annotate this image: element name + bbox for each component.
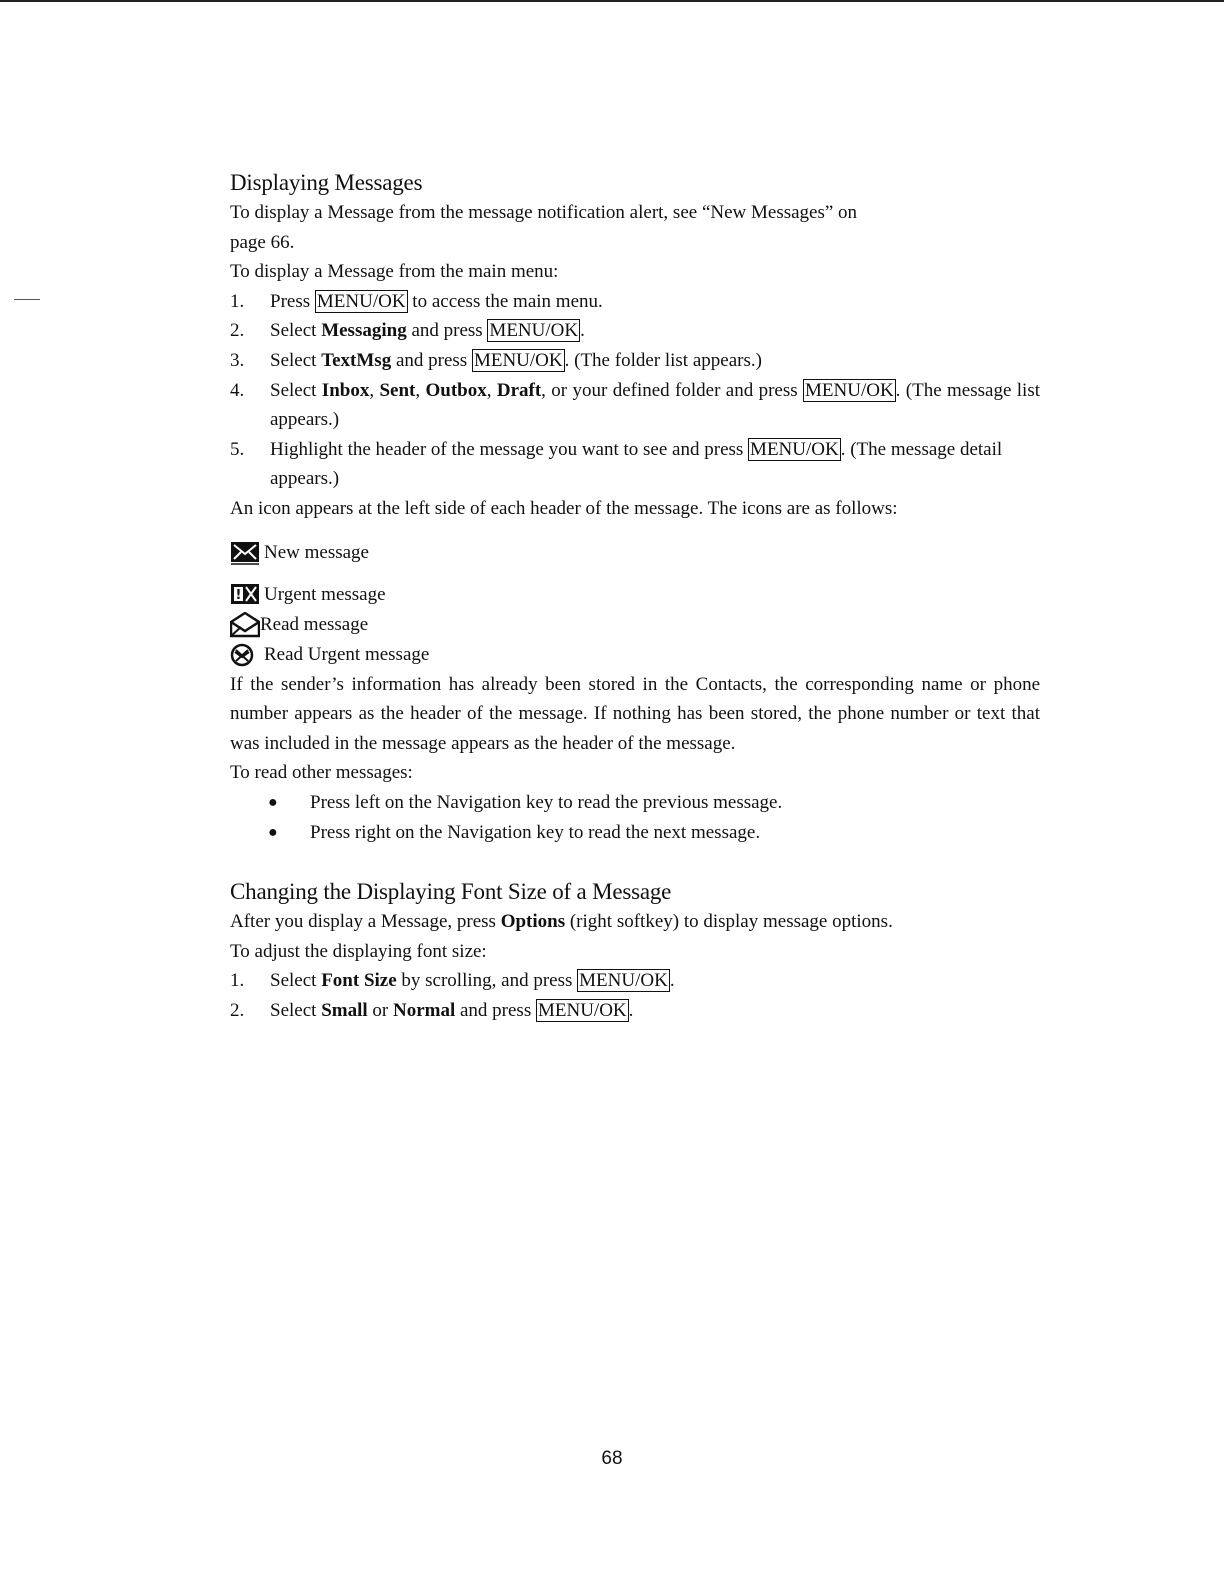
- bullet-icon: ●: [268, 823, 278, 841]
- menu-ok-key: MENU/OK: [805, 379, 894, 401]
- icons-intro: An icon appears at the left side of each header of the message. The icons are as follows:: [230, 497, 898, 519]
- step-2: 2. Select Messaging and press MENU/OK .: [230, 320, 585, 342]
- menu-ok-key: MENU/OK: [579, 970, 668, 992]
- menu-ok-key: MENU/OK: [537, 999, 627, 1021]
- step-4: 4. Select Inbox, Sent, Outbox, Draft, or your defined folder and press MENU/OK . (The message list appears.): [230, 379, 1040, 431]
- bullet-item: ● Press left on the Navigation key to read the previous message.: [230, 788, 1040, 818]
- section-title-font-size: Changing the Displaying Font Size of a Message: [230, 879, 672, 905]
- step-3: 3. Select TextMsg and press MENU/OK . (The folder list appears.): [230, 349, 762, 371]
- icon-row-read: [230, 610, 1040, 640]
- menu-ok-key: MENU/OK: [750, 438, 839, 460]
- intro-paragraph-1: To display a Message from the message notification alert, see “New Messages” on page 66.: [230, 202, 858, 253]
- page-content: [230, 168, 1040, 1025]
- icon-row-new: [230, 538, 1040, 568]
- font-step-1: 1. Select Font Size by scrolling, and press MENU/OK .: [230, 970, 675, 992]
- icon-label: New message: [264, 541, 369, 563]
- read-urgent-message-icon: [230, 642, 260, 668]
- menu-ok-key: MENU/OK: [473, 349, 563, 371]
- sender-info-paragraph: If the sender’s information has already been stored in the Contacts, the corresponding name or phone number appears as the header of the message. If nothing has been stored, the phone number or text that was included in the message appears as the header of the message.: [230, 673, 1040, 754]
- bullet-icon: ●: [268, 793, 278, 811]
- font-step-2: 2. Select Small or Normal and press MENU/OK .: [230, 999, 634, 1021]
- new-message-icon: [230, 540, 260, 566]
- margin-mark: [14, 299, 40, 300]
- top-border-line: [0, 0, 1224, 2]
- menu-ok-key: MENU/OK: [489, 320, 579, 342]
- step-5: 5. Highlight the header of the message you want to see and press MENU/OK . (The message detail appears.): [230, 438, 1003, 490]
- adjust-intro: To adjust the displaying font size:: [230, 940, 487, 962]
- icon-label: Read Urgent message: [264, 643, 430, 665]
- section-title-displaying-messages: Displaying Messages: [230, 170, 423, 195]
- icon-label: Read message: [260, 613, 369, 635]
- step-1: 1. Press MENU/OK to access the main menu.: [230, 290, 603, 312]
- bullet-item: ● Press right on the Navigation key to read the next message.: [230, 818, 1040, 848]
- icon-row-read-urgent: [230, 640, 1040, 670]
- intro-paragraph-2: To display a Message from the main menu:: [230, 261, 559, 283]
- page-number: 68: [601, 1448, 623, 1469]
- icon-label: Urgent message: [264, 583, 386, 605]
- svg-text:!: !: [235, 587, 242, 603]
- urgent-message-icon: [230, 582, 260, 608]
- menu-ok-key: MENU/OK: [316, 290, 406, 312]
- icon-row-urgent: [230, 580, 1040, 610]
- options-paragraph: After you display a Message, press Options (right softkey) to display message options.: [230, 911, 893, 933]
- other-messages-intro: To read other messages:: [230, 762, 413, 784]
- read-message-icon: [230, 612, 260, 638]
